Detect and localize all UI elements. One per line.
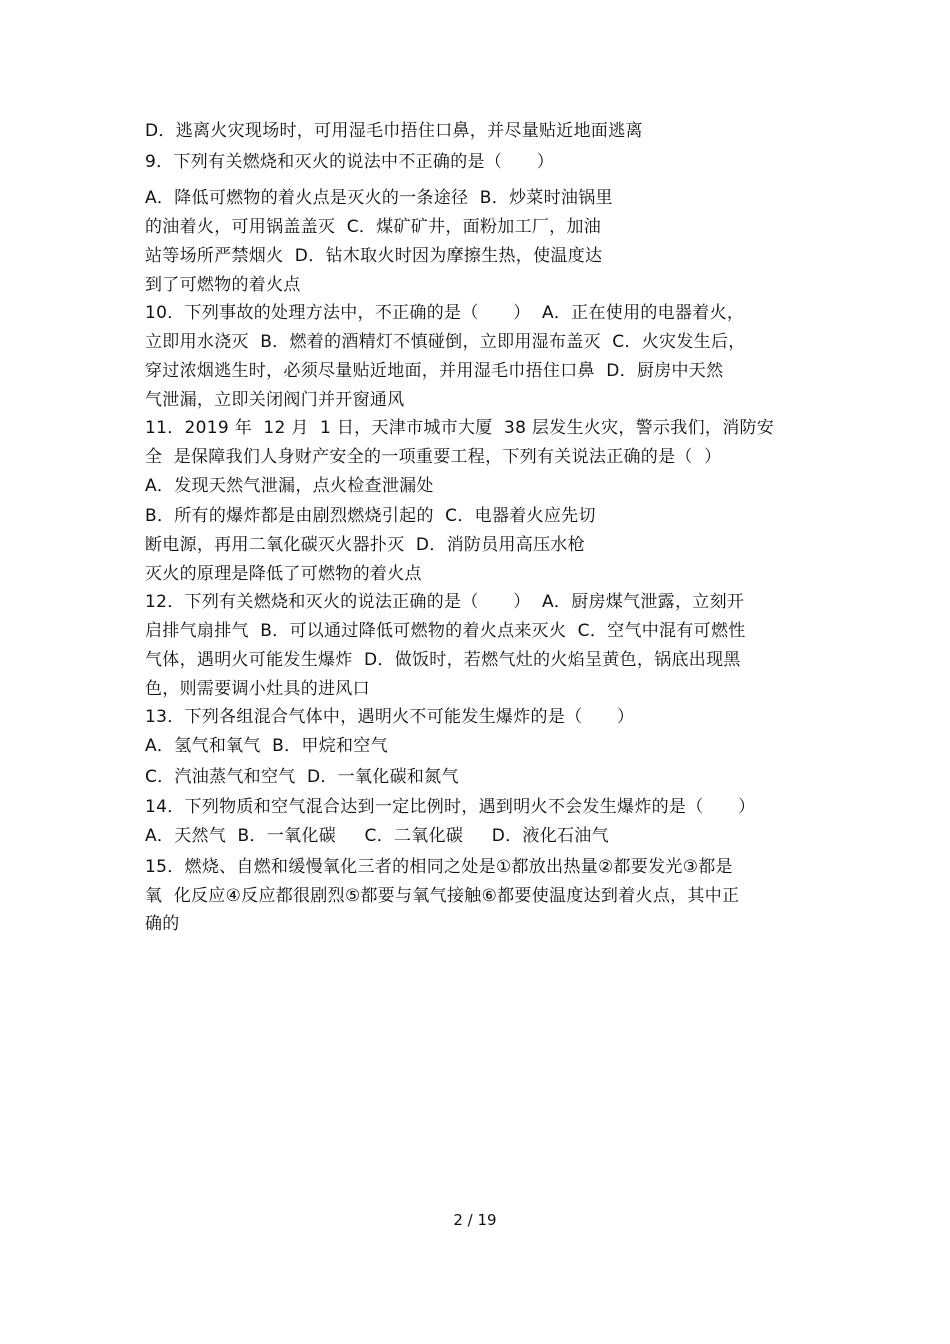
question-14: 14．下列物质和空气混合达到一定比例时，遇到明火不会发生爆炸的是（ ） <box>145 797 756 817</box>
text-line: A．氢气和氧气 B．甲烷和空气 <box>145 736 388 756</box>
text-line: 站等场所严禁烟火 D．钻木取火时因为摩擦生热，使温度达 <box>145 246 603 266</box>
text-line: 全 是保障我们人身财产安全的一项重要工程，下列有关说法正确的是（ ） <box>145 447 722 467</box>
page-number: 2 / 19 <box>453 1211 497 1229</box>
text-line: 气体，遇明火可能发生爆炸 D．做饭时，若燃气灶的火焰呈黄色，锅底出现黑 <box>145 650 741 670</box>
question-13: 13．下列各组混合气体中，遇明火不可能发生爆炸的是（ ） <box>145 707 635 727</box>
question-15: 15．燃烧、自燃和缓慢氧化三者的相同之处是①都放出热量②都要发光③都是 <box>145 857 733 877</box>
text-line: A．降低可燃物的着火点是灭火的一条途径 B．炒菜时油锅里 <box>145 188 613 208</box>
text-line: 气泄漏，立即关闭阀门并开窗通风 <box>145 390 405 410</box>
text-line: 立即用水浇灭 B．燃着的酒精灯不慎碰倒，立即用湿布盖灭 C．火灾发生后， <box>145 332 746 352</box>
text-line: D．逃离火灾现场时，可用湿毛巾捂住口鼻，并尽量贴近地面逃离 <box>145 121 643 141</box>
text-line: A．发现天然气泄漏，点火检查泄漏处 <box>145 476 434 496</box>
text-line: C．汽油蒸气和空气 D．一氧化碳和氮气 <box>145 767 459 787</box>
question-9: 9．下列有关燃烧和灭火的说法中不正确的是（ ） <box>145 152 555 172</box>
text-line: 色，则需要调小灶具的进风口 <box>145 679 370 699</box>
question-12: 12．下列有关燃烧和灭火的说法正确的是（ ） A．厨房煤气泄露，立刻开 <box>145 592 745 612</box>
text-line: 断电源，再用二氧化碳灭火器扑灭 D．消防员用高压水枪 <box>145 535 585 555</box>
text-line: 穿过浓烟逃生时，必须尽量贴近地面，并用湿毛巾捂住口鼻 D．厨房中天然 <box>145 361 724 381</box>
text-line: B．所有的爆炸都是由剧烈燃烧引起的 C．电器着火应先切 <box>145 506 596 526</box>
text-line: 确的 <box>145 914 180 934</box>
text-line: 启排气扇排气 B．可以通过降低可燃物的着火点来灭火 C．空气中混有可燃性 <box>145 621 746 641</box>
text-line: 的油着火，可用锅盖盖灭 C．煤矿矿井，面粉加工厂，加油 <box>145 217 602 237</box>
question-11: 11．2019 年 12 月 1 日，天津市城市大厦 38 层发生火灾，警示我们，消防安 <box>145 418 775 438</box>
text-line: 灭火的原理是降低了可燃物的着火点 <box>145 564 422 584</box>
question-10: 10．下列事故的处理方法中，不正确的是（ ） A．正在使用的电器着火， <box>145 303 745 323</box>
text-line: A．天然气 B．一氧化碳 C．二氧化碳 D．液化石油气 <box>145 826 609 846</box>
text-line: 氧 化反应④反应都很剧烈⑤都要与氧气接触⑥都要使温度达到着火点，其中正 <box>145 886 740 906</box>
text-line: 到了可燃物的着火点 <box>145 275 301 295</box>
